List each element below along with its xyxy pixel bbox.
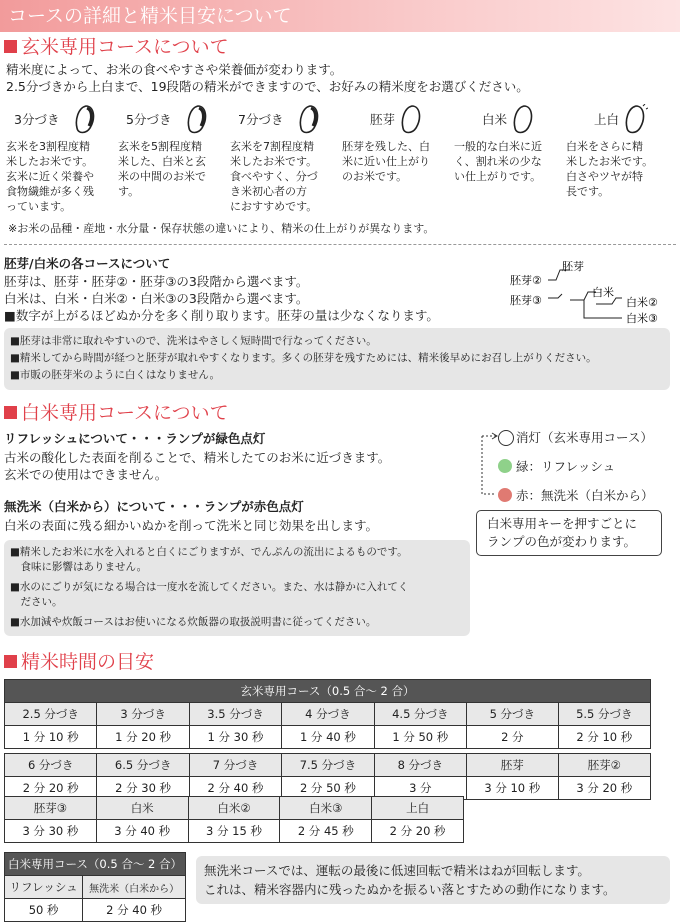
- lamp-note-1: 白米専用キーを押すごとに: [487, 516, 638, 531]
- grade-cell: 胚芽③: [5, 797, 97, 820]
- grade-desc: 米した、白米と玄: [118, 155, 206, 168]
- musen-label-cell: 無洗米（白米から）: [83, 876, 186, 899]
- grade-cell: 2.5 分づき: [5, 703, 97, 726]
- grade-desc: い仕上がりです。: [454, 170, 542, 183]
- hakumai-note-2: ■水のにごりが気になる場合は一度水を流してください。また、水は静かに入れてく: [10, 581, 409, 593]
- timing-section-title: [4, 650, 154, 674]
- time-cell: 3 分 20 秒: [558, 777, 650, 800]
- page-header: コースの詳細と精米目安について: [0, 0, 680, 32]
- grade-desc: 米したお米です。: [6, 155, 94, 168]
- time-cell: 2 分 30 秒: [97, 777, 189, 800]
- musen-line-1: 白米の表面に残る細かいぬかを削って洗米と同じ効果を出します。: [4, 518, 379, 533]
- time-cell: 3 分 15 秒: [188, 820, 280, 843]
- lamp-off-icon: [498, 430, 514, 446]
- grade-desc: 米したお米です。: [566, 155, 654, 168]
- hakumai-time-table: [4, 852, 186, 922]
- lamp-red-icon: [498, 488, 512, 502]
- grade-cell: 5.5 分づき: [558, 703, 650, 726]
- rice-grain-icon: [72, 104, 98, 136]
- haiga-note-2: ■精米してから時間が経つと胚芽が取れやすくなります。多くの胚芽を残すためには、精米後早めにお召し上がりください。: [10, 352, 597, 364]
- grade-cell: 3 分づき: [97, 703, 189, 726]
- grade-cell: 4.5 分づき: [374, 703, 466, 726]
- grade-desc: のお米です。: [342, 170, 408, 183]
- lamp-green-label: 緑：リフレッシュ: [516, 459, 616, 474]
- musen-timing-note-box: [196, 856, 670, 904]
- lamp-off-label: 消灯（玄米専用コース）: [516, 430, 653, 445]
- refresh-line-2: 玄米での使用はできません。: [4, 467, 168, 482]
- genmai-time-table: [4, 679, 651, 800]
- diagram-hakumai: 白米: [592, 286, 614, 299]
- hakumai-title-text: 白米専用コースについて: [21, 402, 229, 424]
- rice-grain-icon: [398, 104, 424, 136]
- lamp-green-icon: [498, 459, 512, 473]
- grade-desc: き米初心者の方: [230, 185, 307, 198]
- grade-desc: 胚芽を残した、白: [342, 140, 430, 153]
- grade-cell: 4 分づき: [282, 703, 374, 726]
- grade-label: 胚芽: [370, 112, 396, 127]
- musen-timing-note-1: 無洗米コースでは、運転の最後に低速回転で精米はねが回転します。: [204, 863, 590, 878]
- grade-cell: 白米: [96, 797, 188, 820]
- lamp-note-box: [476, 510, 662, 556]
- musen-time-cell: 2 分 40 秒: [83, 899, 186, 922]
- haiga-notes-box: [4, 328, 670, 390]
- hakumai-note-2b: ださい。: [10, 596, 63, 608]
- time-cell: 3 分 30 秒: [5, 820, 97, 843]
- time-cell: 3 分 40 秒: [96, 820, 188, 843]
- grade-desc: 玄米を3割程度精: [6, 140, 90, 153]
- grade-desc: す。: [118, 185, 140, 198]
- diagram-haiga: 胚芽: [562, 260, 584, 273]
- divider: [4, 244, 676, 245]
- diagram-hakumai2: 白米②: [626, 296, 658, 309]
- hakumai-note-1b: 食味に影響はありません。: [10, 561, 148, 573]
- grade-label: 5分づき: [126, 112, 172, 127]
- genmai-time-table-2: [4, 796, 464, 843]
- timing-title-text: 精米時間の目安: [21, 651, 155, 673]
- grade-desc: く、割れ米の少な: [454, 155, 542, 168]
- lamp-cycle-arrow: [470, 428, 500, 504]
- refresh-line-1: 古米の酸化した表面を削ることで、精米したてのお米に近づきます。: [4, 450, 391, 465]
- grade-cell: 5 分づき: [467, 703, 559, 726]
- time-cell: 1 分 40 秒: [282, 726, 374, 749]
- genmai-section-title: [4, 35, 229, 59]
- haiga-note-3: ■市販の胚芽米のように白くはなりません。: [10, 369, 221, 381]
- grade-desc: 米に近い仕上がり: [342, 155, 430, 168]
- grade-desc: 長です。: [566, 185, 610, 198]
- time-cell: 3 分: [374, 777, 466, 800]
- grade-desc: 一般的な白米に近: [454, 140, 542, 153]
- grade-cell: 8 分づき: [374, 754, 466, 777]
- refresh-title: リフレッシュについて・・・ランプが緑色点灯: [4, 431, 266, 446]
- grade-cell: 7.5 分づき: [282, 754, 374, 777]
- lamp-red-label: 赤：無洗米（白米から）: [516, 488, 654, 503]
- time-cell: 2 分 50 秒: [282, 777, 374, 800]
- musen-title: 無洗米（白米から）について・・・ランプが赤色点灯: [4, 499, 304, 514]
- grade-label: 白米: [482, 112, 508, 127]
- diagram-haiga3: 胚芽③: [510, 294, 542, 307]
- time-cell: 2 分 10 秒: [558, 726, 650, 749]
- grade-cell: 胚芽: [467, 754, 559, 777]
- time-cell: 2 分 20 秒: [5, 777, 97, 800]
- hakumai-note-3: ■水加減や炊飯コースはお使いになる炊飯器の取扱説明書に従ってください。: [10, 616, 377, 628]
- grade-desc: 白米をさらに精: [566, 140, 643, 153]
- time-cell: 1 分 50 秒: [374, 726, 466, 749]
- time-cell: 1 分 10 秒: [5, 726, 97, 749]
- haiga-title: 胚芽/白米の各コースについて: [4, 256, 171, 271]
- square-bullet-icon: [4, 406, 17, 419]
- grade-cell: 白米③: [280, 797, 372, 820]
- grade-label: 上白: [594, 112, 620, 127]
- time-cell: 1 分 30 秒: [189, 726, 281, 749]
- grade-desc: 玄米を7割程度精: [230, 140, 314, 153]
- square-bullet-icon: [4, 40, 17, 53]
- grade-cell: 白米②: [188, 797, 280, 820]
- refresh-time-cell: 50 秒: [5, 899, 83, 922]
- grade-cell: 上白: [372, 797, 464, 820]
- grade-cell: 3.5 分づき: [189, 703, 281, 726]
- grade-desc: 白さやツヤが特: [566, 170, 643, 183]
- rice-grain-icon: [510, 104, 536, 136]
- grade-desc: っています。: [6, 200, 72, 213]
- refresh-label-cell: リフレッシュ: [5, 876, 83, 899]
- grade-desc: におすすめです。: [230, 200, 318, 213]
- hakumai-note-1: ■精米したお米に水を入れると白くにごりますが、でんぷんの流出によるものです。: [10, 546, 408, 558]
- rice-grain-icon: [622, 104, 648, 136]
- musen-timing-note-2: これは、精米容器内に残ったぬかを振るい落とすための動作になります。: [204, 882, 616, 897]
- grade-desc: 玄米を5割程度精: [118, 140, 202, 153]
- grade-label: 3分づき: [14, 112, 60, 127]
- rice-grain-icon: [184, 104, 210, 136]
- time-cell: 2 分: [467, 726, 559, 749]
- time-cell: 2 分 40 秒: [189, 777, 281, 800]
- genmai-time-header: 玄米専用コース（0.5 合～ 2 合）: [5, 680, 651, 703]
- time-cell: 2 分 45 秒: [280, 820, 372, 843]
- grade-label: 7分づき: [238, 112, 284, 127]
- grade-desc: 米の中間のお米で: [118, 170, 206, 183]
- course-switch-diagram: [500, 258, 676, 330]
- grade-desc: 米したお米です。: [230, 155, 318, 168]
- hakumai-time-header: 白米専用コース（0.5 合～ 2 合）: [5, 853, 186, 876]
- lamp-note-2: ランプの色が変わります。: [487, 534, 637, 549]
- grade-desc: 玄米に近く栄養や: [6, 170, 94, 183]
- haiga-line-3: ■数字が上がるほどぬか分を多く削り取ります。胚芽の量は少なくなります。: [4, 308, 439, 323]
- diagram-haiga2: 胚芽②: [510, 274, 542, 287]
- grade-desc: 食べやすく、分づ: [230, 170, 318, 183]
- square-bullet-icon: [4, 655, 17, 668]
- grade-desc: 食物繊維が多く残: [6, 185, 94, 198]
- genmai-title-text: 玄米専用コースについて: [21, 36, 229, 58]
- hakumai-notes-box: [4, 540, 470, 636]
- time-cell: 1 分 20 秒: [97, 726, 189, 749]
- genmai-note: ※お米の品種・産地・水分量・保存状態の違いにより、精米の仕上がりが異なります。: [8, 222, 435, 235]
- time-cell: 3 分 10 秒: [467, 777, 559, 800]
- time-cell: 2 分 20 秒: [372, 820, 464, 843]
- grade-cell: 胚芽②: [558, 754, 650, 777]
- haiga-line-1: 胚芽は、胚芽・胚芽②・胚芽③の3段階から選べます。: [4, 274, 309, 289]
- grade-cell: 6.5 分づき: [97, 754, 189, 777]
- rice-grain-icon: [296, 104, 322, 136]
- genmai-intro-2: 2.5分づきから上白まで、19段階の精米ができますので、お好みの精米度をお選びください。: [6, 79, 529, 94]
- hakumai-section-title: [4, 401, 229, 425]
- grade-cell: 6 分づき: [5, 754, 97, 777]
- diagram-hakumai3: 白米③: [626, 312, 658, 325]
- grade-cell: 7 分づき: [189, 754, 281, 777]
- haiga-line-2: 白米は、白米・白米②・白米③の3段階から選べます。: [4, 291, 309, 306]
- genmai-intro-1: 精米度によって、お米の食べやすさや栄養価が変わります。: [6, 62, 343, 77]
- haiga-line-3-text: 数字が上がるほどぬか分を多く削り取ります。胚芽の量は少なくなります。: [15, 308, 439, 323]
- haiga-note-1: ■胚芽は非常に取れやすいので、洗米はやさしく短時間で行なってください。: [10, 335, 377, 347]
